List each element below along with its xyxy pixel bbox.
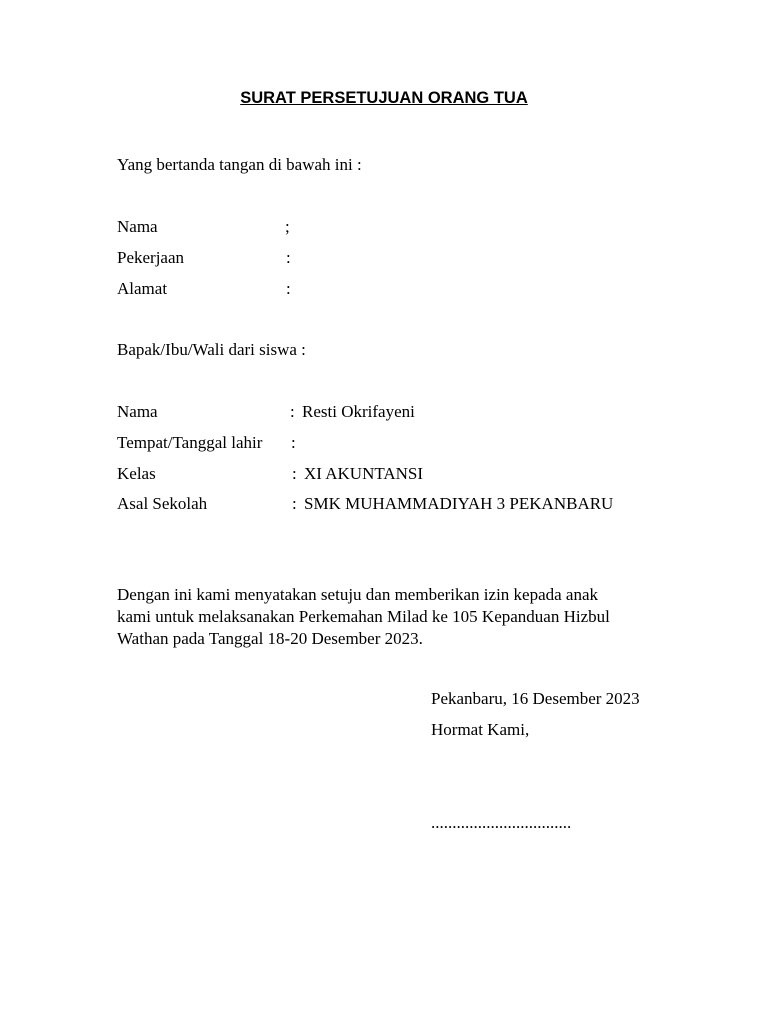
statement-line: kami untuk melaksanakan Perkemahan Milad ke 105 Kepanduan Hizbul — [117, 607, 610, 626]
student-school-separator: : — [292, 494, 297, 513]
student-birth-separator: : — [291, 433, 296, 452]
student-class-separator: : — [292, 464, 297, 483]
student-name-value: Resti Okrifayeni — [302, 402, 415, 421]
place-date: Pekanbaru, 16 Desember 2023 — [431, 689, 640, 708]
student-class-value: XI AKUNTANSI — [304, 464, 424, 483]
statement-line: Dengan ini kami menyatakan setuju dan memberikan izin kepada anak — [117, 585, 599, 604]
closing-text: Hormat Kami, — [431, 720, 530, 739]
student-school-value: SMK MUHAMMADIYAH 3 PEKANBARU — [304, 494, 614, 513]
document-title: SURAT PERSETUJUAN ORANG TUA — [240, 89, 528, 107]
parent-address-label: Alamat — [117, 279, 168, 298]
statement-paragraph — [117, 584, 677, 650]
statement-line: Wathan pada Tanggal 18-20 Desember 2023. — [117, 629, 423, 648]
parent-address-separator: : — [286, 279, 291, 298]
intro-text: Yang bertanda tangan di bawah ini : — [117, 155, 362, 174]
parent-job-separator: : — [286, 248, 291, 267]
student-class-label: Kelas — [117, 464, 156, 483]
student-name-separator: : — [290, 402, 295, 421]
student-name-label: Nama — [117, 402, 158, 421]
parent-name-separator: ; — [285, 217, 290, 236]
parent-name-label: Nama — [117, 217, 158, 236]
student-school-label: Asal Sekolah — [117, 494, 208, 513]
student-birth-label: Tempat/Tanggal lahir — [117, 433, 263, 452]
student-intro-text: Bapak/Ibu/Wali dari siswa : — [117, 340, 306, 359]
signature-line: ................................. — [431, 813, 572, 832]
parent-job-label: Pekerjaan — [117, 248, 185, 267]
